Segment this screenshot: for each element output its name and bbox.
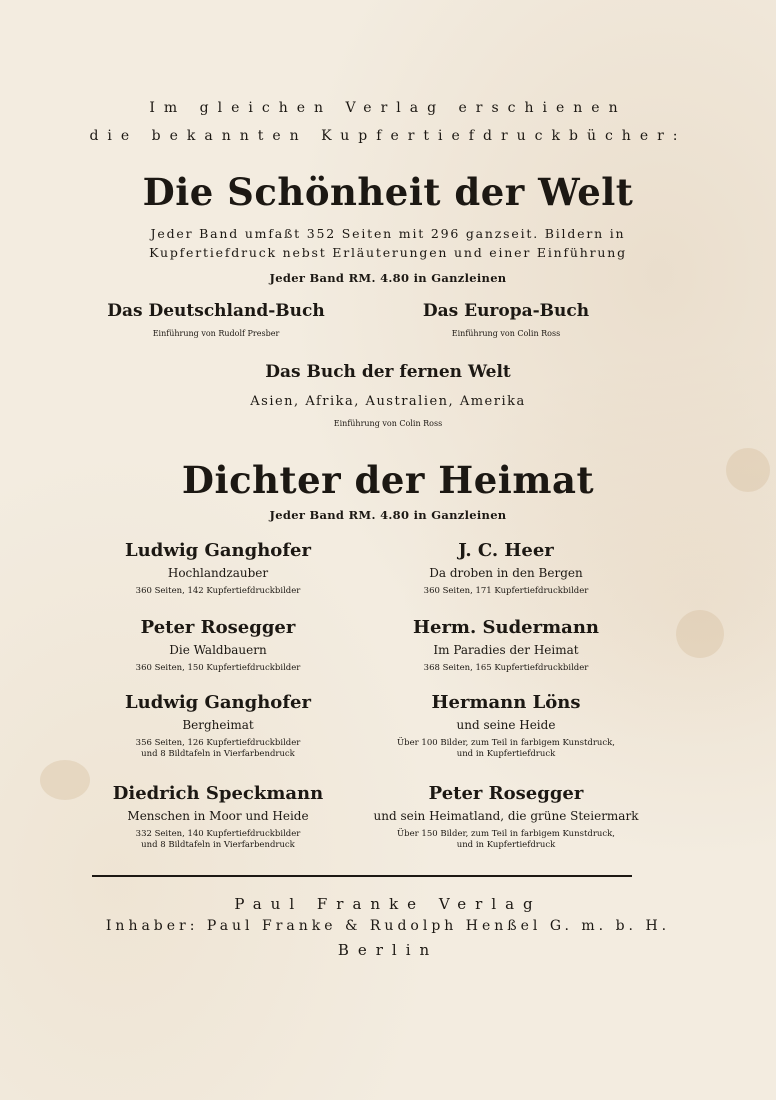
series-price: Jeder Band RM. 4.80 in Ganzleinen [269,508,507,522]
book-details [326,829,686,852]
book-subtitle: Asien, Afrika, Australien, Amerika [250,394,526,409]
book-title: und seine Heide [456,718,556,732]
book-author: Ludwig Ganghofer [125,540,311,561]
book-details-line: und 8 Bildtafeln in Vierfarbendruck [141,840,295,851]
publisher-name: Paul Franke Verlag [234,895,542,913]
book-author: Diedrich Speckmann [112,783,324,804]
book-details-line: Über 150 Bilder, zum Teil in farbigem Kunstdruck, [397,829,615,839]
book-details: 360 Seiten, 171 Kupfertiefdruckbilder [423,586,589,596]
book-title: Da droben in den Bergen [429,566,583,580]
book-entry [326,301,686,338]
book-introduction: Einführung von Colin Ross [451,329,561,338]
header-line-2: die bekannten Kupfertiefdruckbücher: [89,128,687,144]
series-description-line-2: Kupfertiefdruck nebst Erläuterungen und einer Einführung [149,245,627,260]
book-details-line: 356 Seiten, 126 Kupfertiefdruckbilder [135,738,301,748]
book-details-line: und in Kupfertiefdruck [456,749,556,760]
book-details [326,738,686,761]
series-title: Die Schönheit der Welt [142,170,634,214]
book-entry [326,540,686,597]
book-entry [326,783,686,852]
book-title: Das Europa-Buch [422,301,590,321]
book-title: Im Paradies der Heimat [433,643,579,657]
publisher-owner: Inhaber: Paul Franke & Rudolph Henßel G. m. b. H. [105,918,671,934]
book-entry [326,692,686,761]
book-details: 360 Seiten, 150 Kupfertiefdruckbilder [135,663,301,673]
book-details-line: und in Kupfertiefdruck [456,840,556,851]
book-introduction: Einführung von Colin Ross [333,419,443,428]
book-details-line: 332 Seiten, 140 Kupfertiefdruckbilder [135,829,301,839]
book-title: Menschen in Moor und Heide [127,809,309,823]
book-entry [326,617,686,674]
header-line-1: Im gleichen Verlag erschienen [149,100,627,116]
series-title: Dichter der Heimat [181,458,595,502]
book-author: Herm. Sudermann [412,617,599,638]
book-author: J. C. Heer [458,540,554,561]
book-title: Das Buch der fernen Welt [265,362,511,382]
book-title: Das Deutschland-Buch [107,301,325,321]
book-author: Peter Rosegger [428,783,584,804]
book-details-line: Über 100 Bilder, zum Teil in farbigem Kunstdruck, [397,738,615,748]
book-title: Bergheimat [182,718,254,732]
book-introduction: Einführung von Rudolf Presber [152,329,280,338]
series-description-line-1: Jeder Band umfaßt 352 Seiten mit 296 ganzseit. Bildern in [150,226,626,241]
publisher-city: Berlin [337,941,439,959]
book-author: Ludwig Ganghofer [125,692,311,713]
book-title: Hochlandzauber [167,566,269,580]
book-details: 360 Seiten, 142 Kupfertiefdruckbilder [135,586,301,596]
book-title: und sein Heimatland, die grüne Steiermark [373,809,639,823]
divider-rule [92,875,632,877]
book-details: 368 Seiten, 165 Kupfertiefdruckbilder [423,663,589,673]
book-details-line: und 8 Bildtafeln in Vierfarbendruck [141,749,295,760]
book-author: Peter Rosegger [140,617,296,638]
series-price: Jeder Band RM. 4.80 in Ganzleinen [269,271,507,285]
book-author: Hermann Löns [431,692,581,713]
book-title: Die Waldbauern [169,643,267,657]
